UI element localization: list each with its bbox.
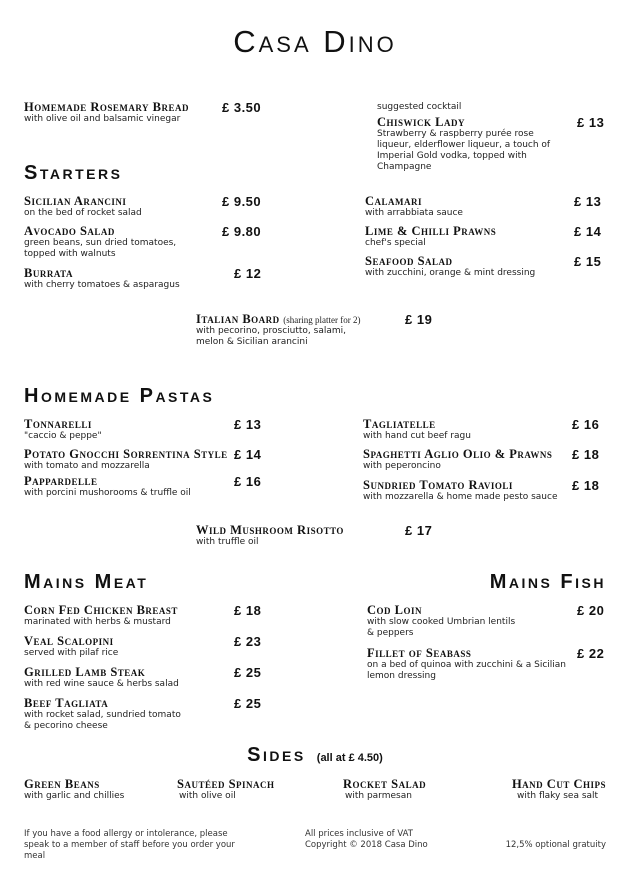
gratuity-notice: 12,5% optional gratuity <box>505 840 606 850</box>
starter-item-price: £ 9.50 <box>222 194 262 209</box>
vat-notice: All prices inclusive of VAT <box>305 829 413 839</box>
meat-item-name: Grilled Lamb Steak <box>24 665 146 679</box>
starter-item-desc: with cherry tomatoes & asparagus <box>24 280 180 290</box>
pastas-title: Homemade Pastas <box>24 385 215 407</box>
meat-item-desc: served with pilaf rice <box>24 648 119 658</box>
allergy-notice: If you have a food allergy or intolerance, please speak to a member of staff before you order your meal <box>24 829 235 861</box>
pasta-item-name: Pappardelle <box>24 474 98 488</box>
bread-desc: with olive oil and balsamic vinegar <box>24 114 181 124</box>
starter-item-name: Sicilian Arancini <box>24 194 127 208</box>
risotto-name: Wild Mushroom Risotto <box>196 523 344 537</box>
starter-item-desc: with zucchini, orange & mint dressing <box>365 268 536 278</box>
fish-item-desc: on a bed of quinoa with zucchini & a Sicilian lemon dressing <box>367 660 566 681</box>
side-item-desc: with flaky sea salt <box>517 791 599 801</box>
starter-item-price: £ 15 <box>574 254 602 269</box>
starter-item-price: £ 9.80 <box>222 224 262 239</box>
starter-item-name: Seafood Salad <box>365 254 453 268</box>
bread-name: Homemade Rosemary Bread <box>24 100 190 114</box>
pasta-item-desc: "caccio & peppe" <box>24 431 102 441</box>
board-note: (sharing platter for 2) <box>283 315 361 325</box>
sides-title: Sides <box>247 744 306 766</box>
pasta-item-desc: with tomato and mozzarella <box>24 461 150 471</box>
pasta-item-desc: with porcini mushorooms & truffle oil <box>24 488 191 498</box>
risotto-price: £ 17 <box>405 523 433 538</box>
side-item-name: Rocket Salad <box>343 777 427 791</box>
pasta-item-name: Tagliatelle <box>363 417 436 431</box>
board-name-text: Italian Board <box>196 312 280 326</box>
starter-item-name: Avocado Salad <box>24 224 115 238</box>
pasta-item-price: £ 18 <box>572 478 600 493</box>
sides-header <box>0 744 630 767</box>
meat-item-desc: with rocket salad, sundried tomato & pecorino cheese <box>24 710 181 731</box>
pasta-item-name: Potato Gnocchi Sorrentina Style <box>24 447 228 461</box>
cocktail-note: suggested cocktail <box>377 102 462 112</box>
board-name <box>196 312 361 327</box>
starter-item-name: Burrata <box>24 266 74 280</box>
side-item-desc: with garlic and chillies <box>24 791 125 801</box>
starter-item-desc: on the bed of rocket salad <box>24 208 142 218</box>
pasta-item-price: £ 18 <box>572 447 600 462</box>
cocktail-desc: Strawberry & raspberry purée rose liqueur, elderflower liqueur, a touch of Imperial Gold vodka, topped with Champagne <box>377 129 551 172</box>
pasta-item-price: £ 16 <box>572 417 600 432</box>
starter-item-desc: with arrabbiata sauce <box>365 208 463 218</box>
starter-item-price: £ 14 <box>574 224 602 239</box>
starter-item-desc: chef's special <box>365 238 426 248</box>
pasta-item-name: Tonnarelli <box>24 417 92 431</box>
copyright: Copyright © 2018 Casa Dino <box>305 840 428 850</box>
meat-item-name: Beef Tagliata <box>24 696 109 710</box>
meat-item-price: £ 18 <box>234 603 262 618</box>
pasta-item-price: £ 16 <box>234 474 262 489</box>
side-item-name: Hand Cut Chips <box>511 777 606 791</box>
board-desc: with pecorino, prosciutto, salami, melon & Sicilian arancini <box>196 326 346 347</box>
board-price: £ 19 <box>405 312 433 327</box>
side-item-name: Green Beans <box>24 777 100 791</box>
fish-item-name: Fillet of Seabass <box>367 646 472 660</box>
pasta-item-desc: with hand cut beef ragu <box>363 431 471 441</box>
pasta-item-desc: with mozzarella & home made pesto sauce <box>363 492 558 502</box>
pasta-item-price: £ 13 <box>234 417 262 432</box>
starter-item-price: £ 13 <box>574 194 602 209</box>
side-item-desc: with parmesan <box>345 791 412 801</box>
mains-fish-title: Mains Fish <box>489 571 606 593</box>
meat-item-desc: with red wine sauce & herbs salad <box>24 679 179 689</box>
meat-item-price: £ 25 <box>234 696 262 711</box>
meat-item-name: Corn Fed Chicken Breast <box>24 603 178 617</box>
fish-item-price: £ 20 <box>577 603 605 618</box>
fish-item-desc: with slow cooked Umbrian lentils & peppers <box>367 617 516 638</box>
pasta-item-name: Spaghetti Aglio Olio & Prawns <box>363 447 553 461</box>
pasta-item-price: £ 14 <box>234 447 262 462</box>
side-item-name: Sautéed Spinach <box>177 777 275 791</box>
starter-item-desc: green beans, sun dried tomatoes, topped with walnuts <box>24 238 177 259</box>
risotto-desc: with truffle oil <box>196 537 259 547</box>
cocktail-price: £ 13 <box>577 115 605 130</box>
cocktail-name: Chiswick Lady <box>377 115 465 129</box>
meat-item-price: £ 25 <box>234 665 262 680</box>
starter-item-name: Calamari <box>365 194 423 208</box>
bread-price: £ 3.50 <box>222 100 262 115</box>
fish-item-price: £ 22 <box>577 646 605 661</box>
starters-title: Starters <box>24 162 123 184</box>
meat-item-name: Veal Scalopini <box>24 634 114 648</box>
restaurant-title: Casa Dino <box>233 24 397 59</box>
starter-item-name: Lime & Chilli Prawns <box>365 224 497 238</box>
sides-note: (all at £ 4.50) <box>316 752 383 764</box>
side-item-desc: with olive oil <box>179 791 236 801</box>
meat-item-desc: marinated with herbs & mustard <box>24 617 171 627</box>
pasta-item-desc: with peperoncino <box>363 461 441 471</box>
pasta-item-name: Sundried Tomato Ravioli <box>363 478 513 492</box>
meat-item-price: £ 23 <box>234 634 262 649</box>
mains-meat-title: Mains Meat <box>24 571 149 593</box>
fish-item-name: Cod Loin <box>367 603 422 617</box>
starter-item-price: £ 12 <box>234 266 262 281</box>
